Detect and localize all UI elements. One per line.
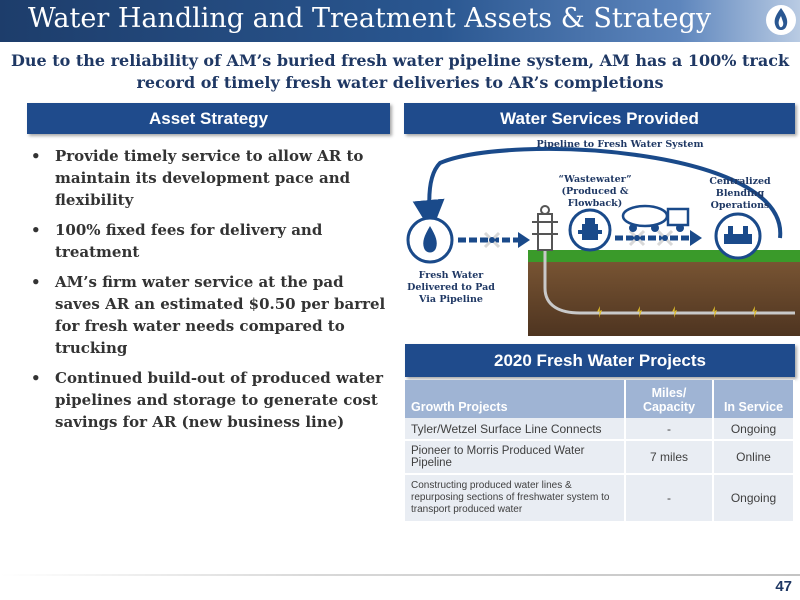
miles-cell: - bbox=[625, 418, 713, 440]
page-title: Water Handling and Treatment Assets & Strategy bbox=[28, 3, 712, 34]
page-number: 47 bbox=[775, 578, 792, 595]
fresh-water-label: Fresh Water Delivered to Pad Via Pipeline bbox=[407, 270, 495, 305]
soil-cross-section bbox=[528, 258, 800, 336]
in-service-cell: Online bbox=[713, 440, 794, 474]
pipeline-label: Pipeline to Fresh Water System bbox=[536, 139, 704, 150]
miles-cell: 7 miles bbox=[625, 440, 713, 474]
arrow-head bbox=[690, 230, 702, 246]
flame-drop-logo bbox=[764, 3, 798, 37]
table-row bbox=[405, 474, 794, 522]
bullet-icon: • bbox=[31, 221, 41, 239]
table-row bbox=[405, 418, 794, 440]
bullet-text: Provide timely service to allow AR to maintain its development pace and flexibility bbox=[55, 147, 364, 209]
diagram-graphic bbox=[400, 138, 800, 338]
bullet-icon: • bbox=[31, 147, 41, 165]
strategy-bullet-list bbox=[27, 145, 387, 441]
project-cell: Constructing produced water lines & repurposing sections of freshwater system to transport produced water bbox=[405, 474, 625, 522]
column-header: Miles/ Capacity bbox=[625, 380, 713, 418]
strategy-bullet bbox=[27, 219, 387, 263]
table-row bbox=[405, 440, 794, 474]
wellhead-icon bbox=[532, 206, 558, 250]
table-header-row bbox=[405, 380, 794, 418]
water-services-heading: Water Services Provided bbox=[404, 103, 795, 134]
project-cell: Tyler/Wetzel Surface Line Connects bbox=[405, 418, 625, 440]
miles-cell: - bbox=[625, 474, 713, 522]
subtitle: Due to the reliability of AM’s buried fresh water pipeline system, AM has a 100% track record of timely fresh water deliveries to AR’s completions bbox=[10, 51, 790, 92]
column-header: Growth Projects bbox=[405, 380, 625, 418]
project-cell: Pioneer to Morris Produced Water Pipeline bbox=[405, 440, 625, 474]
water-services-diagram bbox=[400, 138, 800, 338]
arrow-head bbox=[518, 232, 530, 248]
bullet-icon: • bbox=[31, 273, 41, 291]
blending-label: Centralized Blending Operations bbox=[709, 176, 771, 211]
projects-heading: 2020 Fresh Water Projects bbox=[405, 344, 795, 377]
strategy-bullet bbox=[27, 271, 387, 359]
footer-divider bbox=[0, 574, 800, 576]
in-service-cell: Ongoing bbox=[713, 474, 794, 522]
bullet-icon: • bbox=[31, 369, 41, 387]
grass-surface bbox=[528, 250, 800, 262]
column-header: In Service bbox=[713, 380, 794, 418]
asset-strategy-heading: Asset Strategy bbox=[27, 103, 390, 134]
bullet-text: AM’s firm water service at the pad saves AR an estimated $0.50 per barrel for fresh water needs compared to trucking bbox=[55, 273, 386, 357]
strategy-bullet bbox=[27, 145, 387, 211]
bullet-text: 100% fixed fees for delivery and treatment bbox=[55, 221, 323, 261]
title-bar bbox=[0, 0, 800, 42]
projects-table bbox=[405, 380, 795, 523]
in-service-cell: Ongoing bbox=[713, 418, 794, 440]
bullet-text: Continued build-out of produced water pipelines and storage to generate cost savings for AR (new business line) bbox=[55, 369, 383, 431]
strategy-bullet bbox=[27, 367, 387, 433]
wastewater-label: “Wastewater” (Produced & Flowback) bbox=[558, 174, 632, 209]
